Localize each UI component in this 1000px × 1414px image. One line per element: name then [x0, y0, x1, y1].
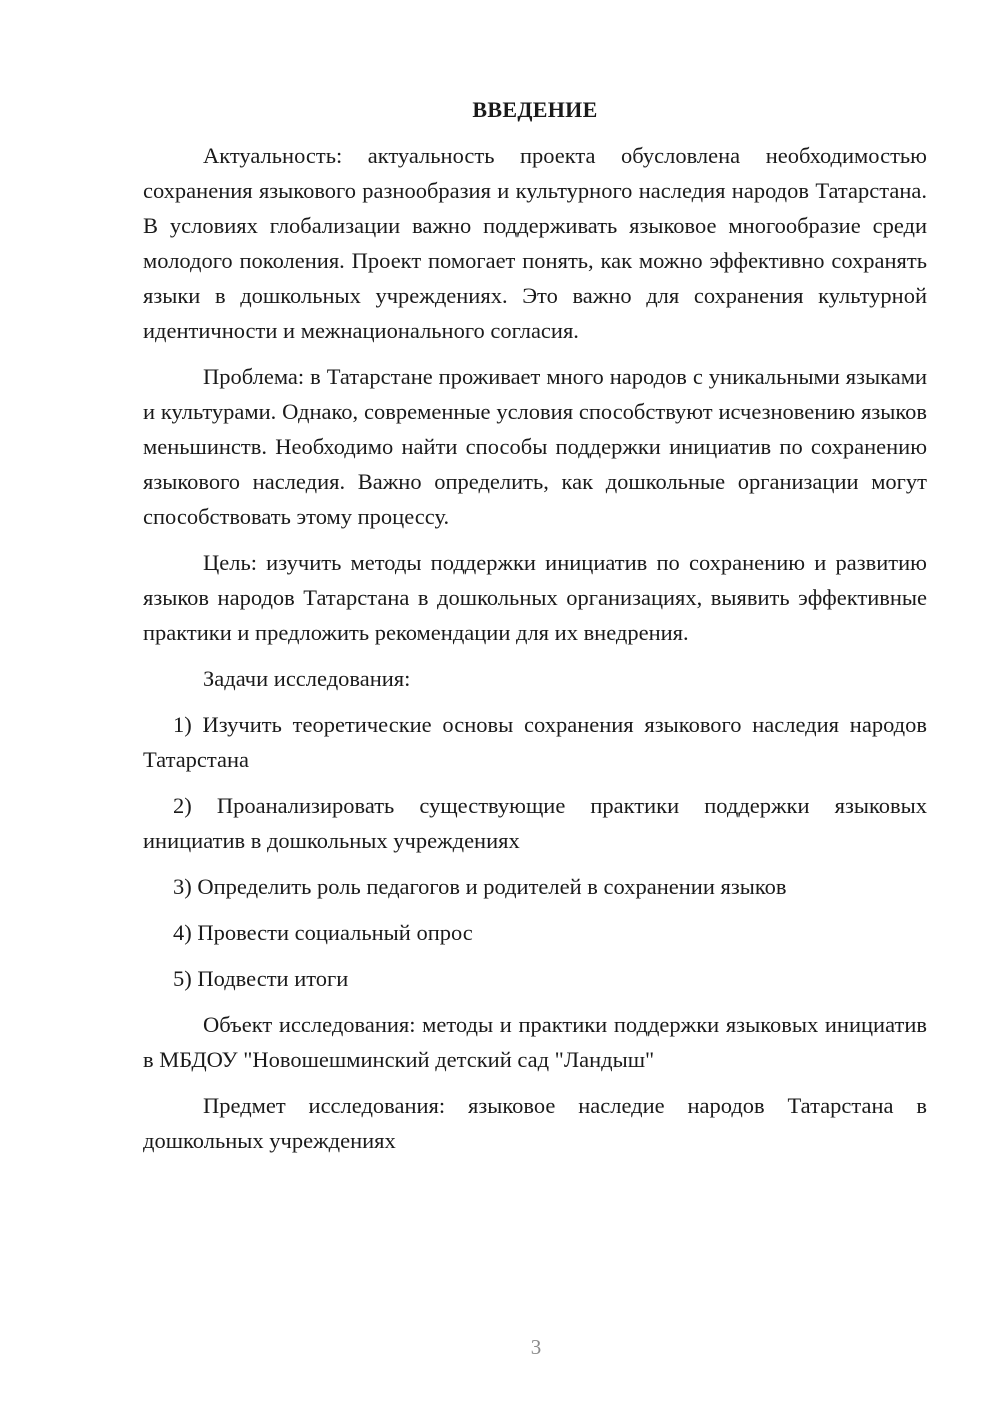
paragraph-problem: Проблема: в Татарстане проживает много народов с уникальными языками и культурами. Однако, современные условия способствуют исчезновению языков меньшинств. Необходимо найти способы поддержки инициатив по сохранению языкового наследия. Важно определить, как дошкольные организации могут способствовать этому процессу. [143, 364, 927, 529]
paragraph-goal: Цель: изучить методы поддержки инициатив по сохранению и развитию языков народов Татарстана в дошкольных организациях, выявить эффективные практики и предложить рекомендации для их внедрения. [143, 550, 927, 645]
page-title: ВВЕДЕНИЕ [472, 97, 598, 122]
task-item-3: 3) Определить роль педагогов и родителей в сохранении языков [173, 874, 787, 899]
paragraph-object: Объект исследования: методы и практики поддержки языковых инициатив в МБДОУ "Новошешминский детский сад "Ландыш" [143, 1012, 927, 1072]
task-item-2: 2) Проанализировать существующие практики поддержки языковых инициатив в дошкольных учреждениях [143, 793, 927, 853]
paragraph-relevance: Актуальность: актуальность проекта обусловлена необходимостью сохранения языкового разнообразия и культурного наследия народов Татарстана. В условиях глобализации важно поддерживать языковое многообразие среди молодого поколения. Проект помогает понять, как можно эффективно сохранять языки в дошкольных учреждениях. Это важно для сохранения культурной идентичности и межнационального согласия. [143, 143, 927, 343]
page-content [143, 95, 927, 1169]
paragraph-subject: Предмет исследования: языковое наследие народов Татарстана в дошкольных учреждениях [143, 1093, 927, 1153]
tasks-heading: Задачи исследования: [203, 666, 411, 691]
task-item-4: 4) Провести социальный опрос [173, 920, 473, 945]
page-number: 3 [530, 1335, 542, 1359]
task-item-5: 5) Подвести итоги [173, 966, 349, 991]
task-item-1: 1) Изучить теоретические основы сохранения языкового наследия народов Татарстана [143, 712, 927, 772]
